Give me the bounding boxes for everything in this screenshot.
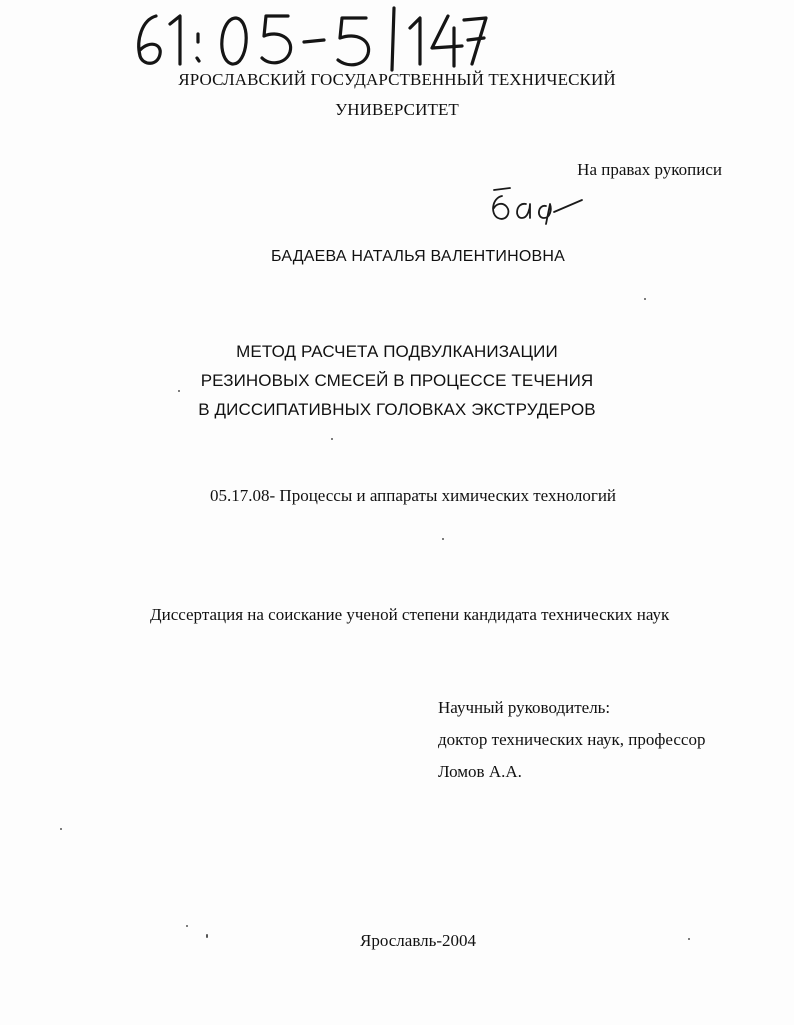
scan-speck (60, 828, 62, 830)
advisor-name: Ломов А.А. (438, 762, 522, 781)
city-year: Ярославль-2004 (360, 931, 477, 950)
author-name: БАДАЕВА НАТАЛЬЯ ВАЛЕНТИНОВНА (271, 248, 565, 265)
archive-number-handwriting (128, 6, 488, 72)
title-line-1: МЕТОД РАСЧЕТА ПОДВУЛКАНИЗАЦИИ (236, 342, 558, 361)
scan-speck (688, 938, 690, 940)
scientific-advisor (438, 692, 705, 788)
advisor-title: доктор технических наук, профессор (438, 730, 706, 749)
scan-speck (644, 298, 646, 300)
specialty-code: 05.17.08- Процессы и аппараты химических технологий (210, 486, 617, 505)
dissertation-title (0, 337, 794, 424)
manuscript-rights-label: На правах рукописи (577, 160, 722, 179)
scan-speck (442, 538, 444, 540)
scan-speck (331, 438, 333, 440)
advisor-label: Научный руководитель: (438, 698, 611, 717)
author-signature (486, 184, 586, 226)
scan-speck (178, 390, 180, 392)
university-name-line-2: УНИВЕРСИТЕТ (335, 100, 459, 119)
title-line-3: В ДИССИПАТИВНЫХ ГОЛОВКАХ ЭКСТРУДЕРОВ (198, 400, 596, 419)
title-line-2: РЕЗИНОВЫХ СМЕСЕЙ В ПРОЦЕССЕ ТЕЧЕНИЯ (200, 371, 594, 390)
scan-speck (206, 934, 208, 938)
scan-speck (186, 925, 188, 927)
degree-statement: Диссертация на соискание ученой степени кандидата технических наук (150, 605, 670, 624)
university-name-line-1: ЯРОСЛАВСКИЙ ГОСУДАРСТВЕННЫЙ ТЕХНИЧЕСКИЙ (178, 70, 616, 89)
